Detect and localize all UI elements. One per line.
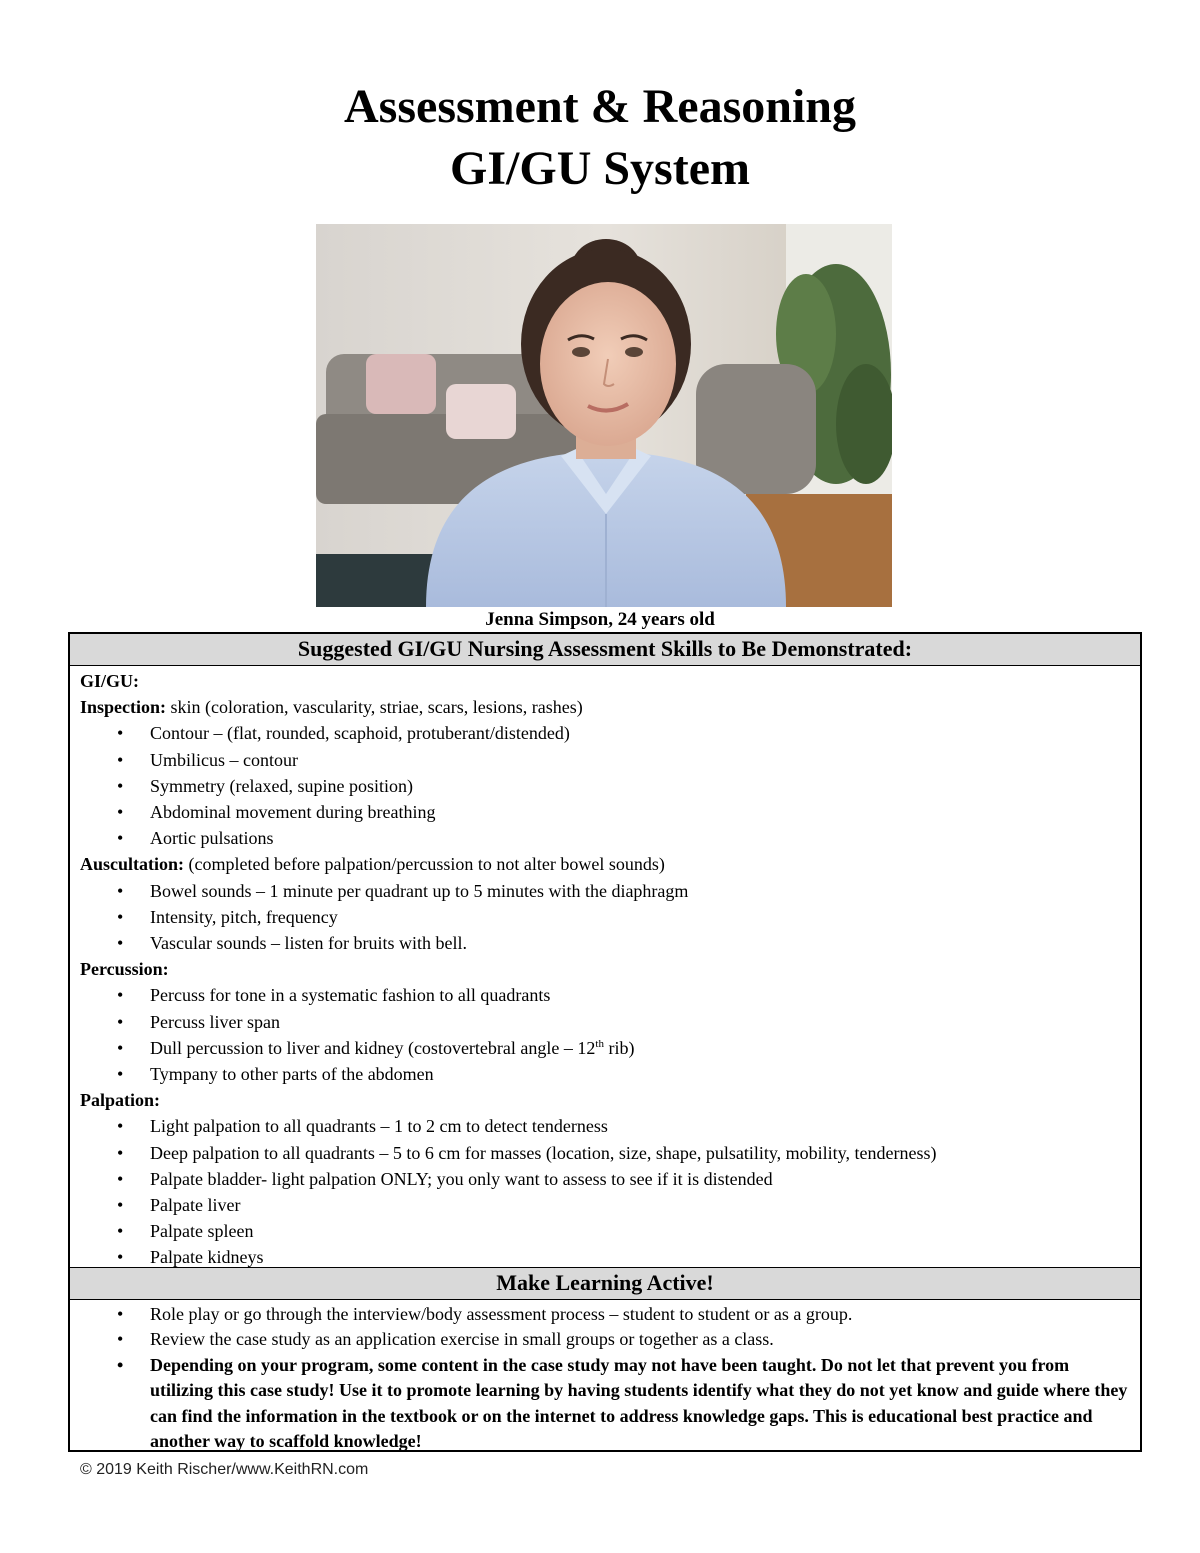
inspection-list	[80, 720, 1130, 851]
list-item: • Tympany to other parts of the abdomen	[150, 1061, 1130, 1087]
auscultation-label: Auscultation:	[80, 854, 185, 875]
list-item: • Review the case study as an application exercise in small groups or together as a class.	[150, 1327, 1130, 1352]
title-line-2: GI/GU System	[450, 142, 750, 195]
system-label: GI/GU:	[80, 671, 140, 691]
list-item: • Intensity, pitch, frequency	[150, 904, 1130, 930]
list-item: • Abdominal movement during breathing	[150, 799, 1130, 825]
skills-table	[68, 632, 1142, 1452]
list-item: • Role play or go through the interview/body assessment process – student to student or as a group.	[150, 1302, 1130, 1327]
auscultation-text: (completed before palpation/percussion to not alter bowel sounds)	[184, 854, 665, 875]
auscultation-line	[80, 851, 1130, 877]
list-item: • Percuss liver span	[150, 1009, 1130, 1035]
list-item: • Bowel sounds – 1 minute per quadrant up to 5 minutes with the diaphragm	[150, 878, 1130, 904]
auscultation-list	[80, 878, 1130, 957]
active-learning-heading: Make Learning Active!	[70, 1267, 1140, 1300]
dull-percussion-rib: rib)	[603, 1037, 635, 1058]
title-line-1: Assessment & Reasoning	[343, 80, 856, 133]
inspection-line	[80, 694, 1130, 720]
list-item: • Palpate bladder- light palpation ONLY; you only want to assess to see if it is distended	[150, 1166, 1130, 1192]
list-item	[150, 1035, 1130, 1061]
active-learning-content	[70, 1300, 1140, 1454]
skills-heading: Suggested GI/GU Nursing Assessment Skills to Be Demonstrated:	[70, 634, 1140, 666]
active-learning-list	[80, 1302, 1130, 1454]
list-item: • Light palpation to all quadrants – 1 to 2 cm to detect tenderness	[150, 1113, 1130, 1139]
list-item: • Percuss for tone in a systematic fashion to all quadrants	[150, 982, 1130, 1008]
palpation-list	[80, 1113, 1130, 1270]
list-item: • Depending on your program, some content in the case study may not have been taught. Do not let that prevent you from utilizing this case study! Use it to promote learning by having students identify what they do not yet know and guide where they can find the information in the textbook or on the internet to address knowledge gaps. This is educational best practice and another way to scaffold knowledge!	[150, 1353, 1130, 1455]
list-item: • Umbilicus – contour	[150, 747, 1130, 773]
patient-portrait-icon	[316, 224, 892, 607]
document-title	[0, 76, 1200, 200]
list-item: • Aortic pulsations	[150, 825, 1130, 851]
percussion-label: Percussion:	[80, 959, 169, 980]
inspection-text: skin (coloration, vascularity, striae, scars, lesions, rashes)	[166, 697, 583, 718]
list-item: • Palpate liver	[150, 1192, 1130, 1218]
list-item: • Palpate spleen	[150, 1218, 1130, 1244]
list-item: • Symmetry (relaxed, supine position)	[150, 773, 1130, 799]
list-item: • Deep palpation to all quadrants – 5 to 6 cm for masses (location, size, shape, pulsatility, mobility, tenderness)	[150, 1140, 1130, 1166]
dull-percussion-text: Dull percussion to liver and kidney (costovertebral angle – 12	[150, 1037, 596, 1058]
list-item: • Palpate kidneys	[150, 1244, 1130, 1270]
palpation-label: Palpation:	[80, 1090, 161, 1111]
list-item: • Contour – (flat, rounded, scaphoid, protuberant/distended)	[150, 720, 1130, 746]
list-item: • Vascular sounds – listen for bruits with bell.	[150, 930, 1130, 956]
superscript-th: th	[595, 1037, 604, 1050]
copyright-footer: © 2019 Keith Rischer/www.KeithRN.com	[80, 1461, 369, 1478]
photo-caption: Jenna Simpson, 24 years old	[485, 609, 715, 630]
inspection-label: Inspection:	[80, 697, 167, 718]
skills-content	[70, 666, 1140, 1267]
percussion-list	[80, 982, 1130, 1087]
